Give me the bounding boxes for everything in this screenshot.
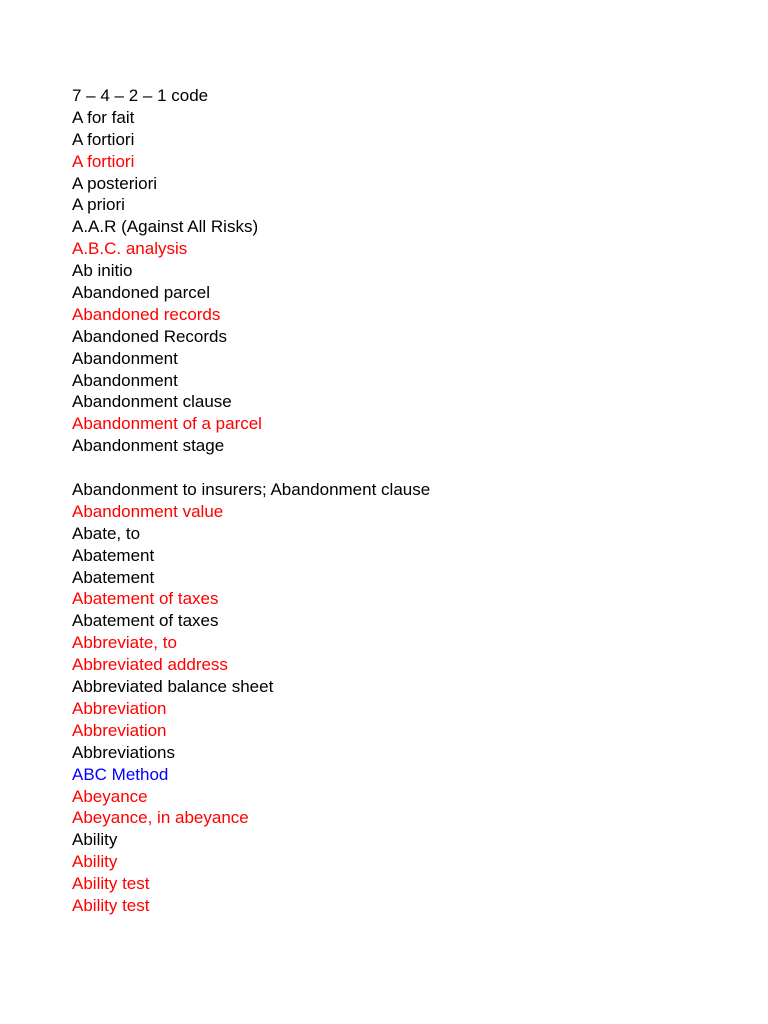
glossary-term: 7 – 4 – 2 – 1 code [72,86,209,105]
glossary-term: Abate, to [72,523,141,543]
glossary-term: Abeyance, in abeyance [72,808,249,828]
glossary-term-list [72,85,430,917]
glossary-term: Abandonment value [72,501,224,521]
glossary-term: A for fait [72,107,135,127]
glossary-term: Abatement of taxes [72,611,219,631]
glossary-term: Abatement [72,545,155,565]
glossary-term: Abandonment to insurers; Abandonment clause [72,480,431,500]
glossary-term: Abbreviate, to [72,633,177,653]
glossary-term: Ability test [72,895,150,915]
glossary-term: Abbreviation [72,720,167,740]
glossary-term: Ability [72,852,118,872]
glossary-term: Abandonment [72,348,178,368]
blank-line [72,457,430,479]
glossary-term: Abbreviation [72,698,167,718]
glossary-term: A.B.C. analysis [72,239,188,259]
glossary-term: Ability [72,830,118,850]
glossary-term: Abandonment of a parcel [72,414,262,434]
glossary-term: Abatement [72,567,155,587]
glossary-term: Abandonment [72,370,178,390]
glossary-term: A.A.R (Against All Risks) [72,217,259,237]
glossary-term: Abbreviated address [72,655,228,675]
glossary-term: A posteriori [72,173,158,193]
glossary-term: Abandonment stage [72,436,225,456]
glossary-term: Abandoned Records [72,326,228,346]
glossary-term: ABC Method [72,764,169,784]
glossary-term: Abatement of taxes [72,589,219,609]
glossary-term: A fortiori [72,151,135,171]
glossary-term: Abeyance [72,786,148,806]
glossary-term: Abbreviations [72,742,176,762]
glossary-term: Abandonment clause [72,392,232,412]
glossary-term: Abandoned parcel [72,283,211,303]
glossary-term: A priori [72,195,125,215]
glossary-term: A fortiori [72,129,135,149]
glossary-term: Abbreviated balance sheet [72,677,274,697]
glossary-term: Ab initio [72,261,133,281]
glossary-term: Abandoned records [72,304,221,324]
glossary-term: Ability test [72,874,150,894]
